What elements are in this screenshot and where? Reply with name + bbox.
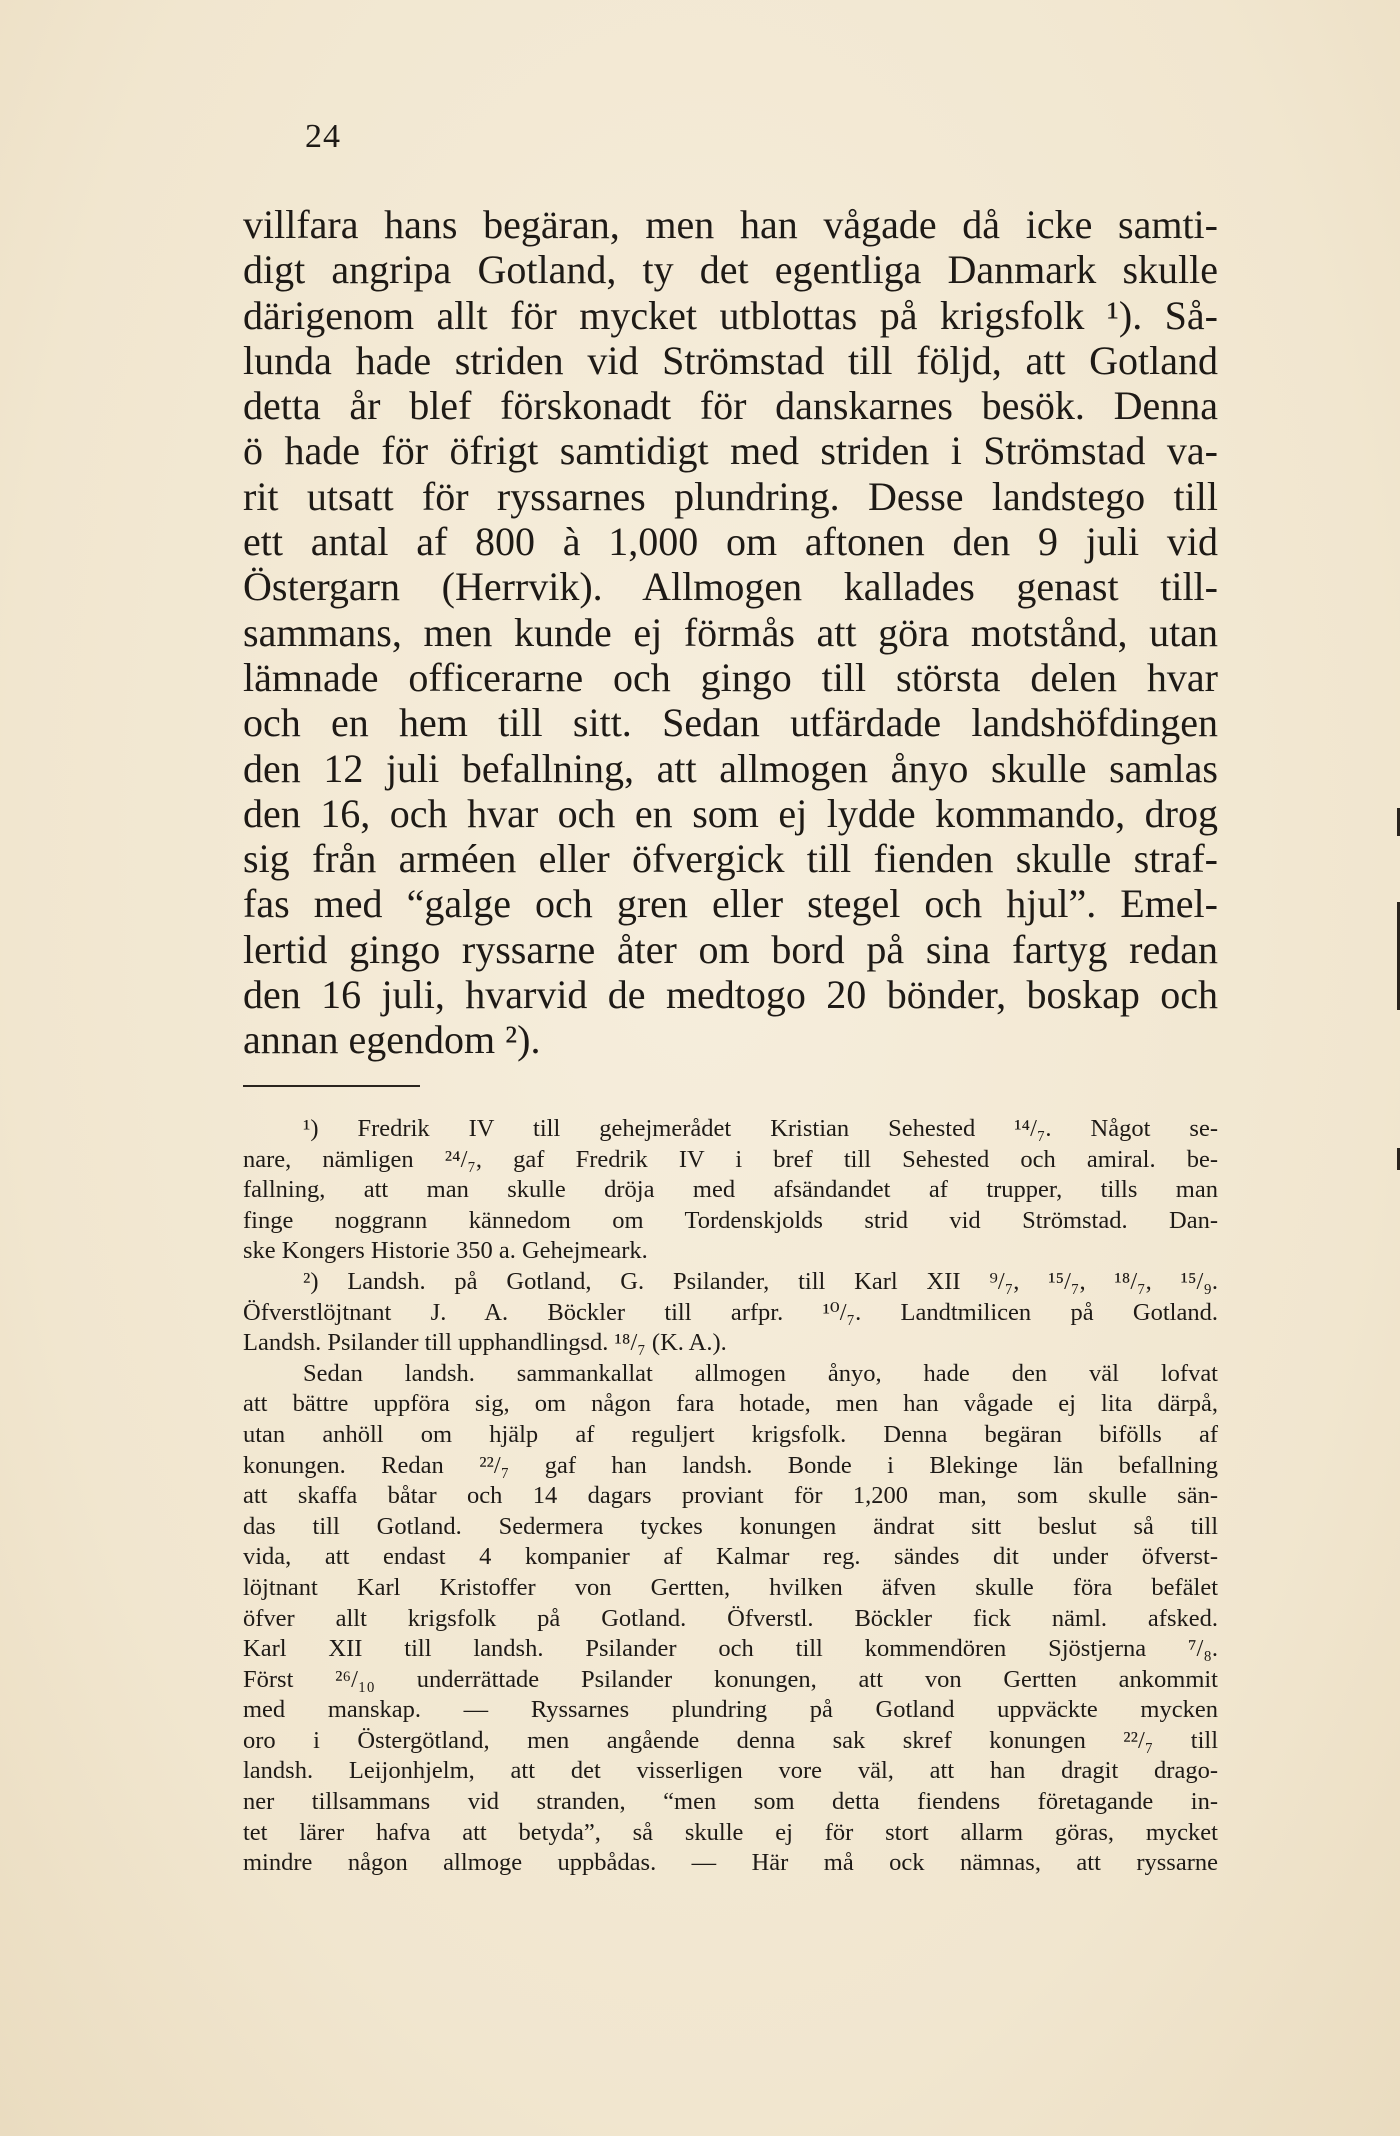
- footnote-line: finge noggrann kännedom om Tordenskjolds strid vid Strömstad. Dan-: [243, 1206, 1218, 1234]
- footnote-line: Karl XII till landsh. Psilander och till kommendören Sjöstjerna ⁷/₈.: [243, 1635, 1218, 1663]
- footnote-line: Först ²⁶/₁₀ underrättade Psilander konungen, att von Gertten ankommit: [243, 1665, 1218, 1693]
- body-line: därigenom allt för mycket utblottas på krigsfolk ¹). Så-: [243, 292, 1218, 338]
- body-line: sammans, men kunde ej förmås att göra motstånd, utan: [243, 609, 1218, 655]
- footnote-line: med manskap. — Ryssarnes plundring på Gotland uppväckte mycken: [243, 1696, 1218, 1724]
- footnote-line: Landsh. Psilander till upphandlingsd. ¹⁸/₇ (K. A.).: [243, 1329, 727, 1357]
- footnote-line: ¹) Fredrik IV till gehejmerådet Kristian Sehested ¹⁴/₇. Något se-: [303, 1115, 1218, 1142]
- footnote-line: ²) Landsh. på Gotland, G. Psilander, till Karl XII ⁹/₇, ¹⁵/₇, ¹⁸/₇, ¹⁵/₉.: [303, 1267, 1218, 1295]
- footnote-line: oro i Östergötland, men angående denna sak skref konungen ²²/₇ till: [243, 1726, 1218, 1754]
- footnote-line: att skaffa båtar och 14 dagars proviant för 1,200 man, som skulle sän-: [243, 1482, 1218, 1510]
- footnote-line: Öfverstlöjtnant J. A. Böckler till arfpr. ¹⁰/₇. Landtmilicen på Gotland.: [243, 1298, 1218, 1326]
- footnote-line: fallning, att man skulle dröja med afsändandet af trupper, tills man: [243, 1176, 1218, 1204]
- body-line: ett antal af 800 à 1,000 om aftonen den 9 juli vid: [243, 519, 1218, 565]
- footnote-line: ner tillsammans vid stranden, “men som detta fiendens företagande in-: [243, 1788, 1218, 1816]
- footnote-line: konungen. Redan ²²/₇ gaf han landsh. Bonde i Blekinge län befallning: [243, 1451, 1218, 1479]
- body-line: och en hem till sitt. Sedan utfärdade landshöfdingen: [243, 700, 1218, 746]
- body-line: lunda hade striden vid Strömstad till följd, att Gotland: [243, 337, 1218, 383]
- footnote-line: landsh. Leijonhjelm, att det visserligen vore väl, att han dragit drago-: [243, 1757, 1218, 1785]
- body-line: detta år blef förskonadt för danskarnes besök. Denna: [243, 383, 1218, 429]
- footnote-line: das till Gotland. Sedermera tyckes konungen ändrat sitt beslut så till: [243, 1512, 1218, 1540]
- body-line: Östergarn (Herrvik). Allmogen kallades genast till-: [243, 564, 1218, 610]
- footnote-line: ske Kongers Historie 350 a. Gehejmeark.: [243, 1237, 648, 1265]
- page-number: 24: [305, 118, 341, 155]
- footnote-line: nare, nämligen ²⁴/₇, gaf Fredrik IV i bref till Sehested och amiral. be-: [243, 1145, 1218, 1173]
- body-line: den 16 juli, hvarvid de medtogo 20 bönder, boskap och: [243, 972, 1218, 1018]
- footnote-line: Sedan landsh. sammankallat allmogen ånyo, hade den väl lofvat: [303, 1359, 1218, 1387]
- body-line: digt angripa Gotland, ty det egentliga Danmark skulle: [243, 247, 1218, 293]
- body-line: rit utsatt för ryssarnes plundring. Desse landstego till: [243, 473, 1218, 519]
- footnote-line: löjtnant Karl Kristoffer von Gertten, hvilken äfven skulle föra befälet: [243, 1573, 1218, 1601]
- main-body-text: [243, 202, 1218, 1063]
- body-line: den 16, och hvar och en som ej lydde kommando, drog: [243, 790, 1218, 836]
- footnote-line: tet lärer hafva att betyda”, så skulle ej för stort allarm göras, mycket: [243, 1818, 1218, 1846]
- footnote-divider: [243, 1085, 420, 1087]
- footnote-line: mindre någon allmoge uppbådas. — Här må ock nämnas, att ryssarne: [243, 1849, 1218, 1877]
- footnote-line: vida, att endast 4 kompanier af Kalmar reg. sändes dit under öfverst-: [243, 1543, 1218, 1571]
- body-line: lämnade officerarne och gingo till största delen hvar: [243, 654, 1218, 700]
- footnote-line: utan anhöll om hjälp af reguljert krigsfolk. Denna begäran bifölls af: [243, 1420, 1218, 1448]
- body-line: annan egendom ²).: [243, 1017, 541, 1063]
- body-line: sig från arméen eller öfvergick till fienden skulle straf-: [243, 836, 1218, 882]
- footnotes: [243, 1114, 1218, 1879]
- footnote-line: öfver allt krigsfolk på Gotland. Öfverstl. Böckler fick näml. afsked.: [243, 1604, 1218, 1632]
- body-line: villfara hans begäran, men han vågade då icke samti-: [243, 202, 1218, 247]
- body-line: lertid gingo ryssarne åter om bord på sina fartyg redan: [243, 926, 1218, 972]
- body-line: fas med “galge och gren eller stegel och hjul”. Emel-: [243, 881, 1218, 927]
- footnote-line: att bättre uppföra sig, om någon fara hotade, men han vågade ej lita därpå,: [243, 1390, 1218, 1418]
- body-line: ö hade för öfrigt samtidigt med striden i Strömstad va-: [243, 428, 1218, 474]
- body-line: den 12 juli befallning, att allmogen ånyo skulle samlas: [243, 745, 1218, 791]
